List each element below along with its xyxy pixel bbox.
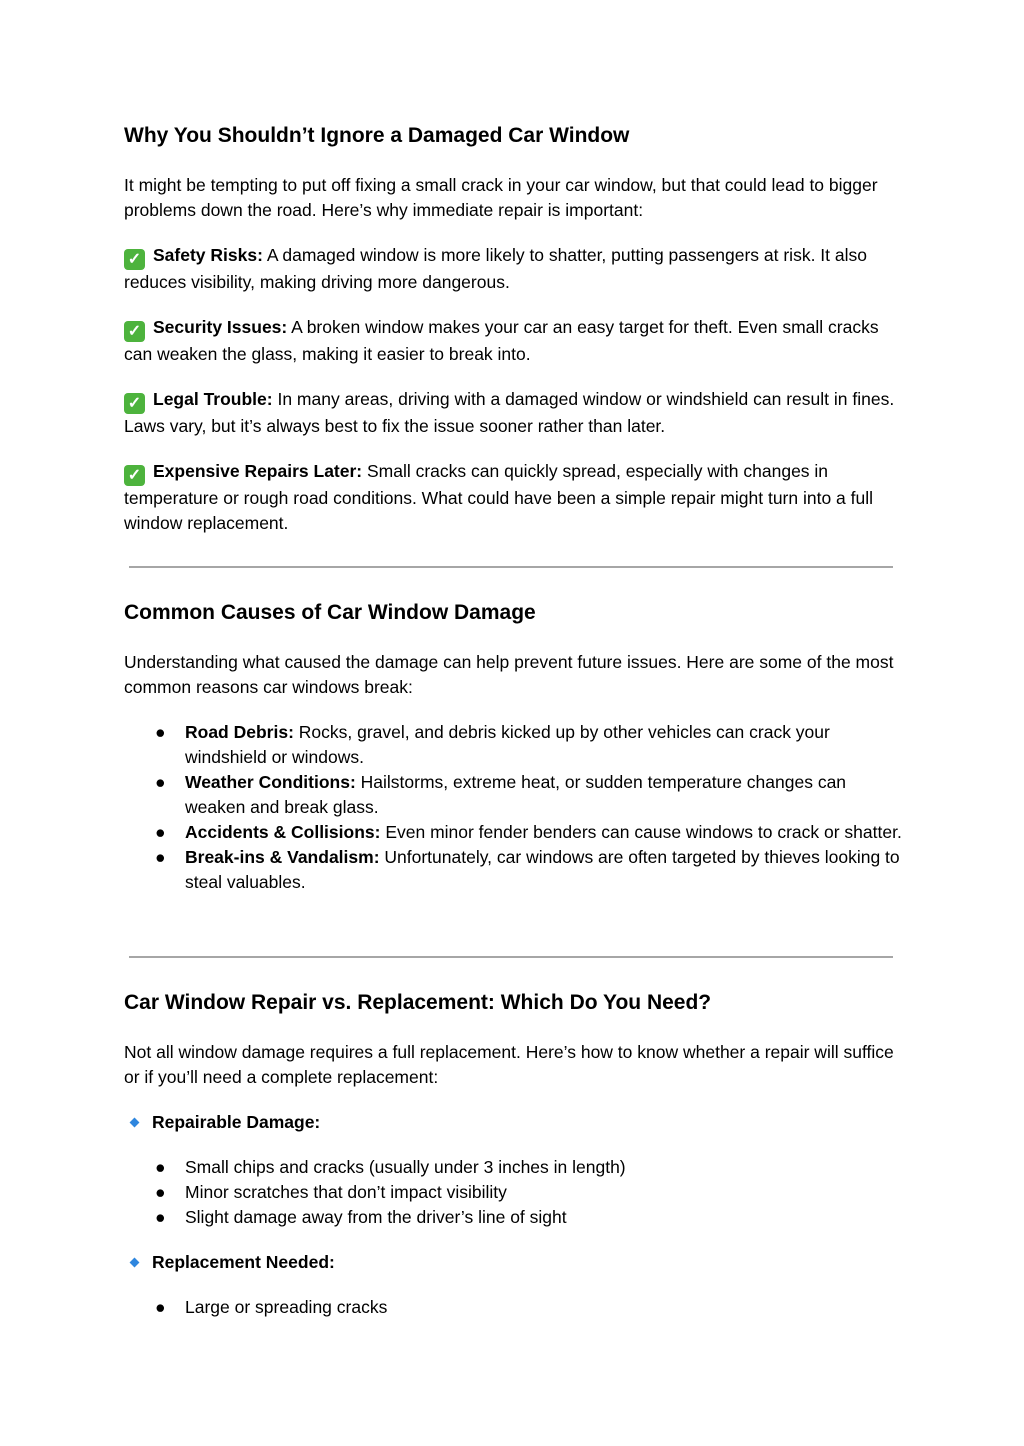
bullet-icon: ● [155, 1207, 166, 1227]
bullet-icon: ● [155, 1157, 166, 1177]
section-intro: It might be tempting to put off fixing a small crack in your car window, but that could lead to bigger problems down the road. Here’s why immediate repair is important: [124, 175, 878, 220]
causes-list [124, 720, 904, 895]
list-item [124, 1205, 904, 1230]
list-item [124, 845, 904, 895]
item-text: In many areas, driving with a damaged window or windshield can result in fines. Laws vary, but it’s always best to fix the issue sooner rather than later. [124, 389, 895, 436]
subheading-label: Repairable Damage: [152, 1112, 321, 1132]
item-text: Even minor fender benders can cause windows to crack or shatter. [380, 822, 902, 842]
checklist-item [124, 243, 904, 295]
item-text: Large or spreading cracks [185, 1297, 388, 1317]
blue-diamond-icon [130, 1257, 140, 1267]
bullet-icon: ● [155, 772, 166, 792]
list-item [124, 820, 904, 845]
section-intro: Not all window damage requires a full replacement. Here’s how to know whether a repair will suffice or if you’ll need a complete replacement: [124, 1042, 894, 1087]
item-label: Accidents & Collisions: [185, 822, 381, 842]
section-common-causes [124, 597, 904, 895]
check-mark-icon: ✓ [124, 321, 145, 342]
item-text: A broken window makes your car an easy target for theft. Even small cracks can weaken the glass, making it easier to break into. [124, 317, 879, 364]
replacement-list [124, 1295, 904, 1320]
section-title-common-causes: Common Causes of Car Window Damage [124, 601, 536, 624]
checklist-item [124, 459, 904, 536]
list-item [124, 1155, 904, 1180]
section-title-why-not-ignore: Why You Shouldn’t Ignore a Damaged Car Window [124, 124, 630, 147]
item-text: Slight damage away from the driver’s line of sight [185, 1207, 567, 1227]
list-item [124, 770, 904, 820]
subheading-label: Replacement Needed: [152, 1252, 335, 1272]
item-text: Hailstorms, extreme heat, or sudden temperature changes can weaken and break glass. [185, 772, 847, 817]
subheading-replacement [124, 1250, 904, 1275]
list-item [124, 1180, 904, 1205]
check-mark-icon: ✓ [124, 393, 145, 414]
item-label: Expensive Repairs Later: [153, 461, 363, 481]
item-text: Rocks, gravel, and debris kicked up by other vehicles can crack your windshield or windows. [185, 722, 830, 767]
item-label: Security Issues: [153, 317, 288, 337]
section-intro: Understanding what caused the damage can help prevent future issues. Here are some of the most common reasons car windows break: [124, 652, 894, 697]
item-label: Road Debris: [185, 722, 294, 742]
document-page [124, 120, 904, 1317]
section-title-repair-vs-replacement: Car Window Repair vs. Replacement: Which Do You Need? [124, 991, 712, 1014]
item-label: Weather Conditions: [185, 772, 356, 792]
checklist-item [124, 315, 904, 367]
bullet-icon: ● [155, 722, 166, 742]
check-mark-icon: ✓ [124, 465, 145, 486]
horizontal-divider [129, 956, 893, 958]
subheading-repairable [124, 1110, 904, 1135]
item-text: Unfortunately, car windows are often targeted by thieves looking to steal valuables. [185, 847, 900, 892]
list-item [124, 1295, 904, 1320]
check-mark-icon: ✓ [124, 249, 145, 270]
item-label: Legal Trouble: [153, 389, 273, 409]
bullet-icon: ● [155, 1182, 166, 1202]
item-text: Minor scratches that don’t impact visibility [185, 1182, 507, 1202]
item-label: Safety Risks: [153, 245, 263, 265]
checklist-item [124, 387, 904, 439]
section-repair-vs-replacement [124, 987, 904, 1320]
list-item [124, 720, 904, 770]
bullet-icon: ● [155, 1297, 166, 1317]
item-text: A damaged window is more likely to shatter, putting passengers at risk. It also reduces visibility, making driving more dangerous. [124, 245, 867, 292]
repairable-list [124, 1155, 904, 1230]
bullet-icon: ● [155, 847, 166, 867]
bullet-icon: ● [155, 822, 166, 842]
item-text: Small cracks can quickly spread, especially with changes in temperature or rough road conditions. What could have been a simple repair might turn into a full window replacement. [124, 461, 874, 533]
horizontal-divider [129, 566, 893, 568]
blue-diamond-icon [130, 1117, 140, 1127]
item-text: Small chips and cracks (usually under 3 inches in length) [185, 1157, 626, 1177]
item-label: Break-ins & Vandalism: [185, 847, 380, 867]
